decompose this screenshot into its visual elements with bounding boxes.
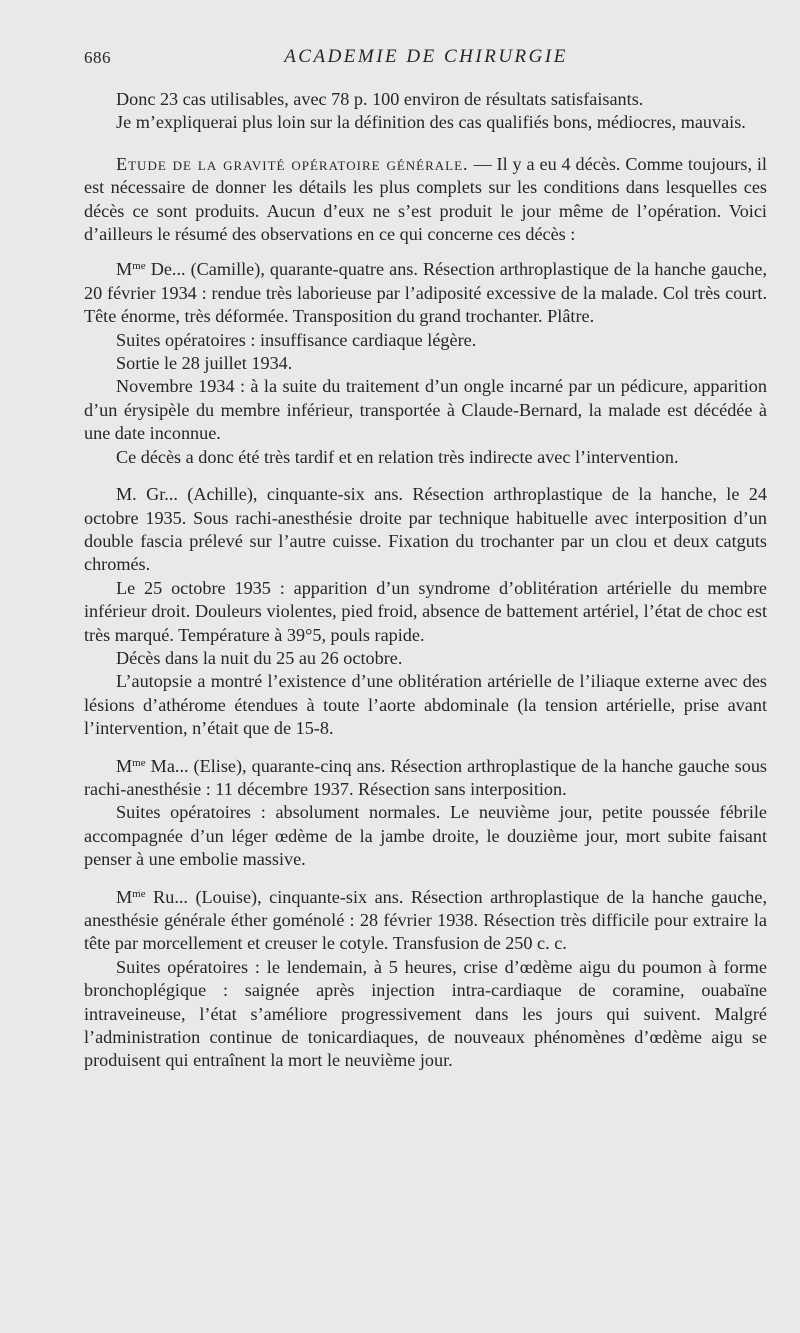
paragraph: Suites opératoires : le lendemain, à 5 heures, crise d’œdème aigu du poumon à forme bronchoplégique : saignée après injection intra-cardiaque de coramine, ouabaïne intraveineuse, l’état s’améliore progressivement dans les jours qui suivent. Malgré l’administration continue de tonicardiaques, de nouveaux phénomènes d’œdème aigu se produisent qui entraînent la mort le neuvième jour. bbox=[84, 956, 767, 1071]
case-title-prefix: M bbox=[116, 755, 133, 776]
case-paragraph bbox=[84, 886, 767, 956]
paragraph: Décès dans la nuit du 25 au 26 octobre. bbox=[116, 647, 403, 668]
case-title-sup: me bbox=[132, 260, 146, 273]
paragraph: Le 25 octobre 1935 : apparition d’un syndrome d’oblitération artérielle du membre inférieur droit. Douleurs violentes, pied froid, absence de battement artériel, l’état de choc est très marqué. Température à 39°5, pouls rapide. bbox=[84, 577, 767, 645]
section-heading: Etude de la gravité opératoire générale. bbox=[116, 153, 469, 174]
case-text-continued: hanche gauche, 20 février 1934 : rendue très laborieuse par l’adiposité excessive de la malade. Col très court. Tête énorme, très déformée. Transposition du grand trochanter. Plâtre. bbox=[84, 259, 768, 327]
case-text: Ma... (Elise), quarante-cinq ans. Résection arthroplastique de la hanche gauche sous rachi-anesthésie : 11 décembre 1937. Résection sans interposition. bbox=[84, 755, 767, 799]
paragraph: Donc 23 cas utilisables, avec 78 p. 100 environ de résultats satisfaisants. bbox=[116, 89, 644, 109]
paragraph: Ce décès a donc été très tardif et en relation très indirecte avec l’intervention. bbox=[116, 446, 679, 467]
case-text: De... (Camille), quarante-quatre ans. Résection arthroplastique de la bbox=[145, 259, 650, 280]
running-title: ACADEMIE DE CHIRURGIE bbox=[284, 46, 568, 67]
section-paragraph bbox=[84, 153, 767, 247]
case-text: Ru... (Louise), cinquante-six ans. Résection arthroplastique de la hanche gauche, anesthésie générale éther goménolé : 28 février 1938. Résection très difficile pour extraire la tête par morcellement et creuser le cotyle. Transfusion de 250 c. c. bbox=[84, 886, 767, 954]
paragraph: Suites opératoires : insuffisance cardiaque légère. bbox=[116, 329, 477, 350]
paragraph: Novembre 1934 : à la suite du traitement d’un ongle incarné par un pédicure, apparition d’un érysipèle du membre inférieur, transportée à Claude-Bernard, la malade est décédée à une date inconnue. bbox=[84, 376, 767, 444]
case-title-prefix: M bbox=[116, 259, 133, 280]
section-text: — Il y a eu 4 décès. Comme toujours, il est nécessaire de donner les détails les plus complets sur les conditions dans lesquelles ces décès ce sont produits. Aucun d’eux ne s’est produit le jour même de l’opération. Voici d’ailleurs le résumé des observations en ce qui concerne ces décès : bbox=[84, 153, 767, 245]
case-paragraph bbox=[84, 258, 767, 328]
page-header bbox=[84, 46, 768, 72]
body-text bbox=[84, 88, 767, 1073]
paragraph: Sortie le 28 juillet 1934. bbox=[116, 353, 293, 374]
case-title-sup: me bbox=[132, 756, 146, 769]
case-title-prefix: M bbox=[116, 886, 133, 907]
paragraph: M. Gr... (Achille), cinquante-six ans. Résection arthroplastique de la hanche, le 24 octobre 1935. Sous rachi-anesthésie droite par technique habituelle avec interposition d’un double fascia prélevé sur l’autre cuisse. Fixation du trochanter par un clou et deux catguts chromés. bbox=[84, 484, 767, 575]
case-title-sup: me bbox=[132, 887, 146, 900]
paragraph: Je m’expliquerai plus loin sur la définition des cas qualifiés bons, médiocres, mauvais. bbox=[116, 112, 746, 133]
case-paragraph bbox=[84, 755, 767, 802]
paragraph: Suites opératoires : absolument normales. Le neuvième jour, petite poussée fébrile accompagnée d’un léger œdème de la jambe droite, le douzième jour, mort subite faisant penser à une embolie massive. bbox=[84, 802, 767, 870]
paragraph: L’autopsie a montré l’existence d’une oblitération artérielle de l’iliaque externe avec des lésions d’athérome étendues à toute l’aorte abdominale (la tension artérielle, prise avant l’intervention, n’était que de 15-8. bbox=[84, 671, 767, 739]
page-number: 686 bbox=[84, 48, 111, 67]
